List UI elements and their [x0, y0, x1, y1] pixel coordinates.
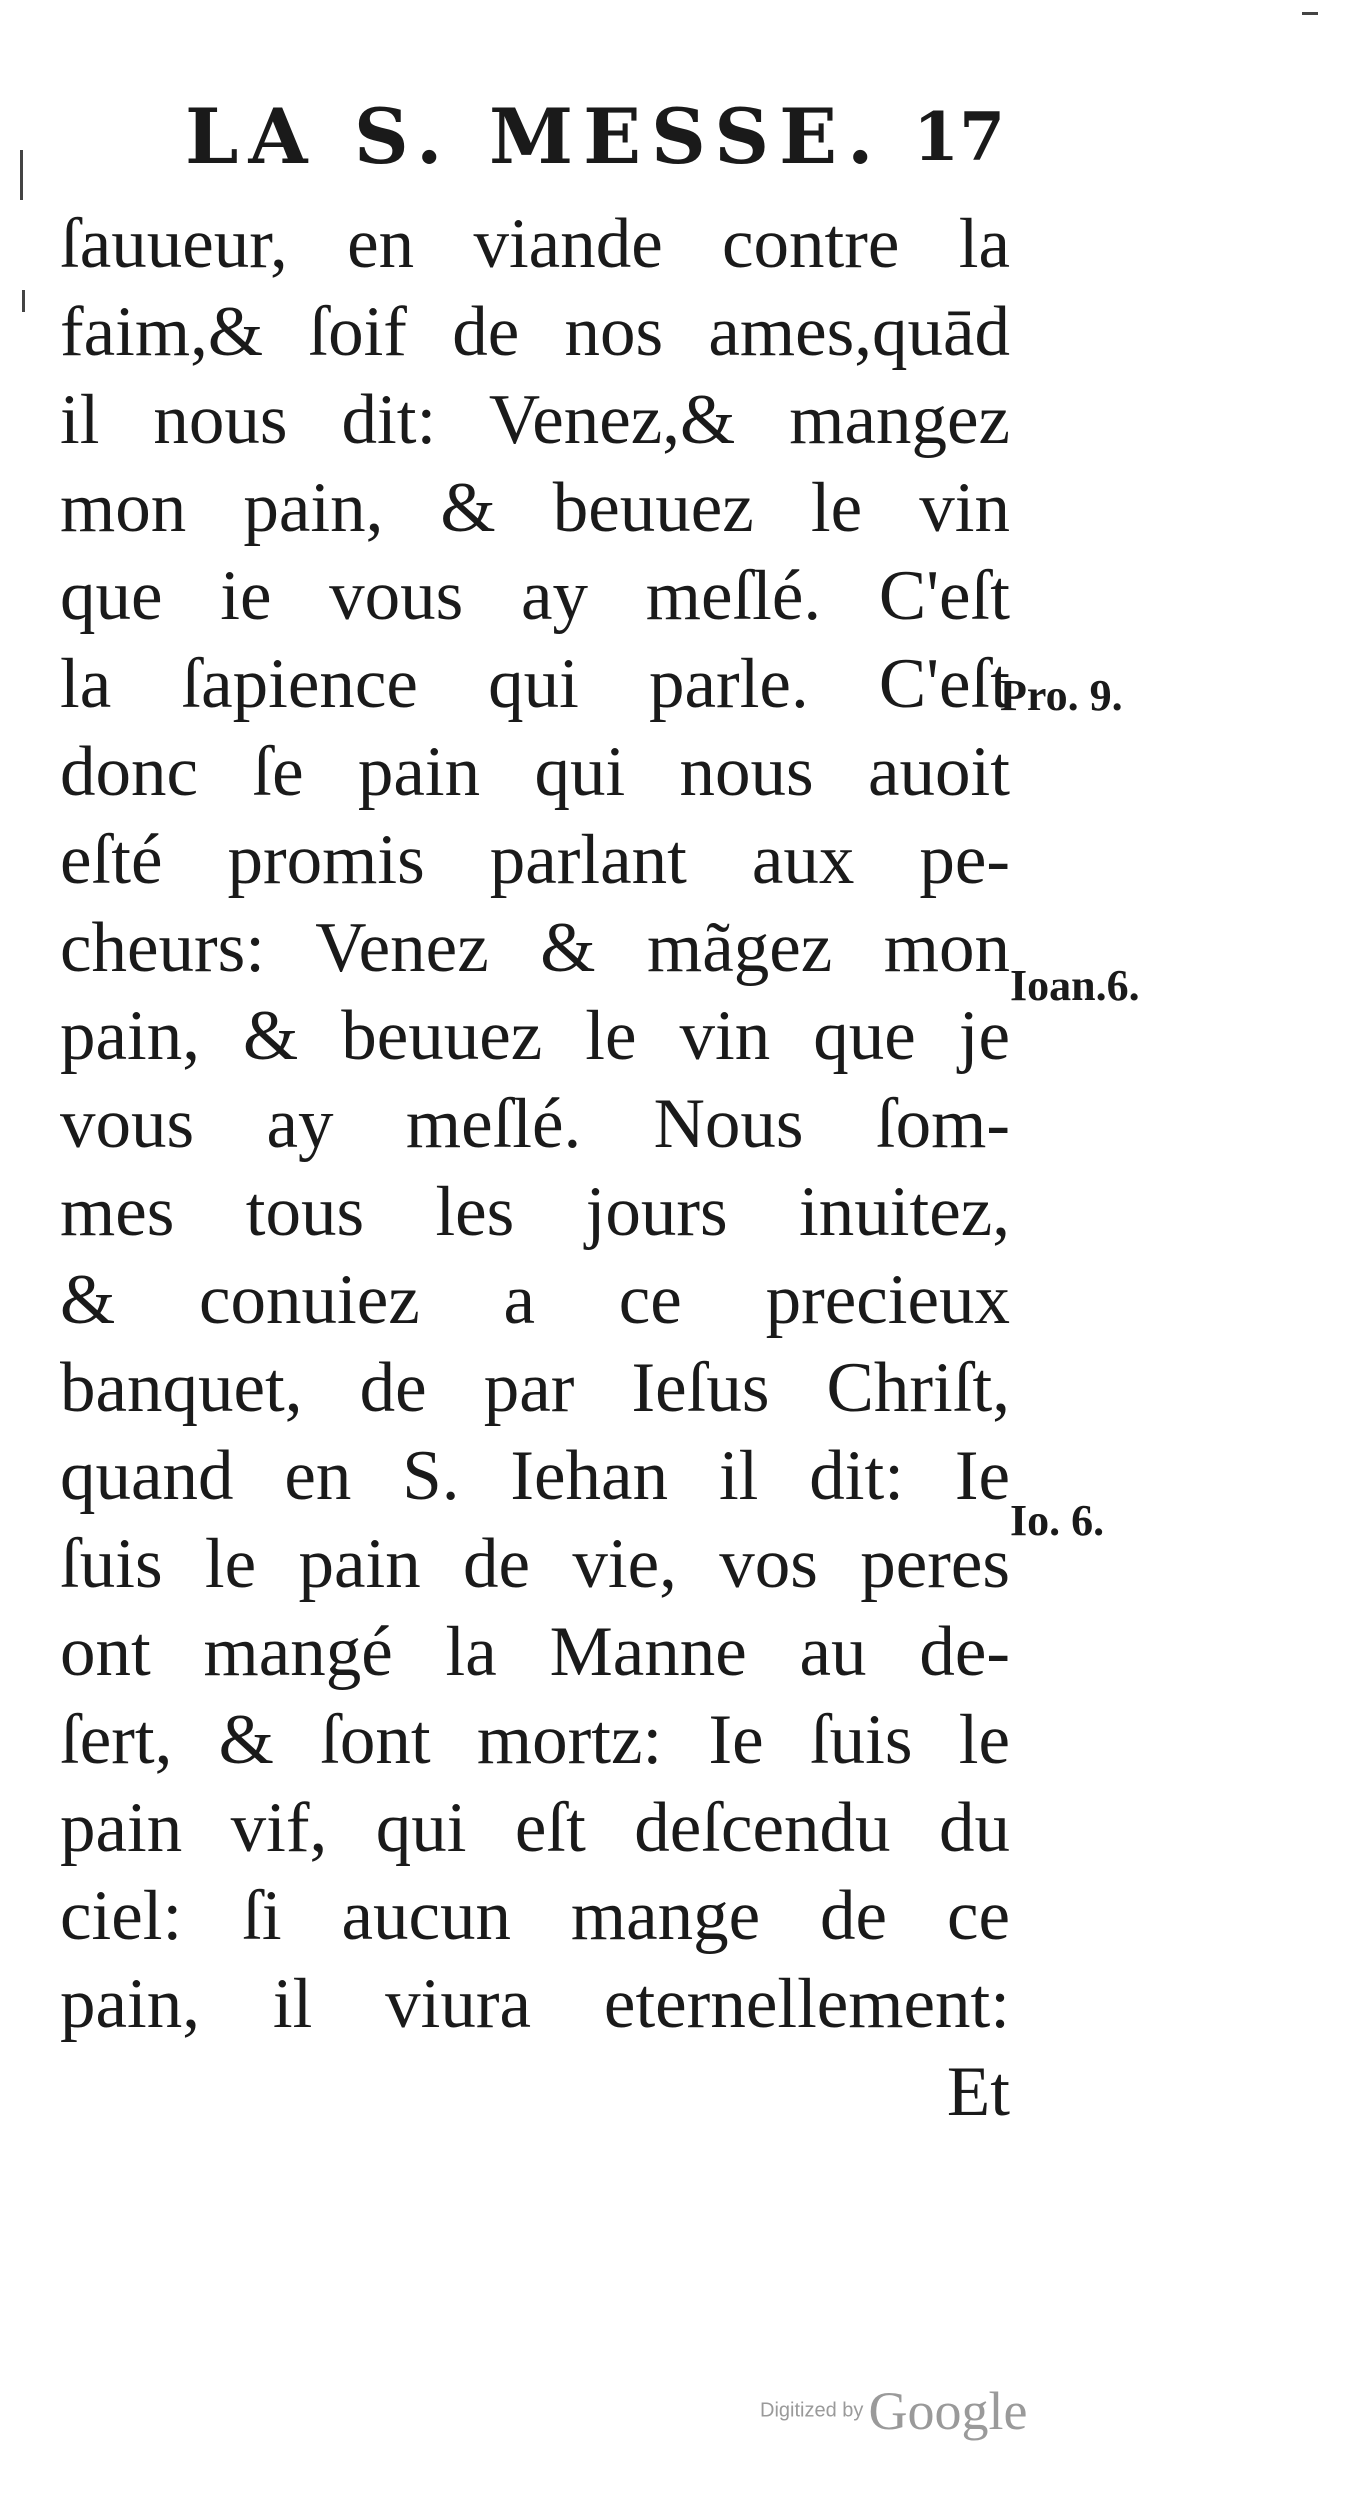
text-line: ont mangé la Manne au de-	[60, 1613, 1010, 1691]
text-line: banquet, de par Ieſus Chriſt,	[60, 1349, 1010, 1427]
text-line: pain vif, qui eſt deſcendu du	[60, 1789, 1010, 1867]
text-line: pain, il viura eternellement:	[60, 1965, 1010, 2043]
text-line: vous ay meſlé. Nous ſom-	[60, 1085, 1010, 1163]
scan-mark	[1302, 12, 1318, 15]
running-title: LA S. MESSE.	[185, 92, 884, 181]
scan-mark	[20, 150, 23, 200]
text-line: mes tous les jours inuitez,	[60, 1173, 1010, 1251]
text-line: eſté promis parlant aux pe-	[60, 821, 1010, 899]
margin-note-pro: Pro. 9.	[1000, 671, 1123, 720]
page-number: 17	[913, 98, 1005, 176]
digitized-watermark	[760, 2380, 1027, 2442]
text-line: pain, & beuuez le vin que je	[60, 997, 1010, 1075]
google-logo: Google	[868, 2381, 1028, 2441]
text-line: cheurs: Venez & mãgez mon	[60, 909, 1010, 987]
text-line: que ie vous ay meſlé. C'eſt	[60, 557, 1010, 635]
margin-note-io: Io. 6.	[1010, 1496, 1105, 1545]
text-line: & conuiez a ce precieux	[60, 1261, 1010, 1339]
digitized-label: Digitized by	[760, 2399, 864, 2422]
text-line: ſert, & ſont mortz: Ie ſuis le	[60, 1701, 1010, 1779]
text-line: il nous dit: Venez,& mangez	[60, 381, 1010, 459]
scan-mark	[22, 290, 25, 312]
text-line: ſauueur, en viande contre la	[60, 205, 1010, 283]
text-line: ſuis le pain de vie, vos peres	[60, 1525, 1010, 1603]
text-line: la ſapience qui parle. C'eſt	[60, 645, 1010, 723]
text-line: ciel: ſi aucun mange de ce	[60, 1877, 1010, 1955]
text-line: faim,& ſoif de nos ames,quād	[60, 293, 1010, 371]
text-line: mon pain, & beuuez le vin	[60, 469, 1010, 547]
text-line: donc ſe pain qui nous auoit	[60, 733, 1010, 811]
body-text	[60, 200, 1010, 2136]
margin-note-ioan: Ioan.6.	[1010, 961, 1140, 1010]
catchword: Et	[946, 2053, 1010, 2131]
running-header	[185, 92, 1005, 182]
text-line: quand en S. Iehan il dit: Ie	[60, 1437, 1010, 1515]
